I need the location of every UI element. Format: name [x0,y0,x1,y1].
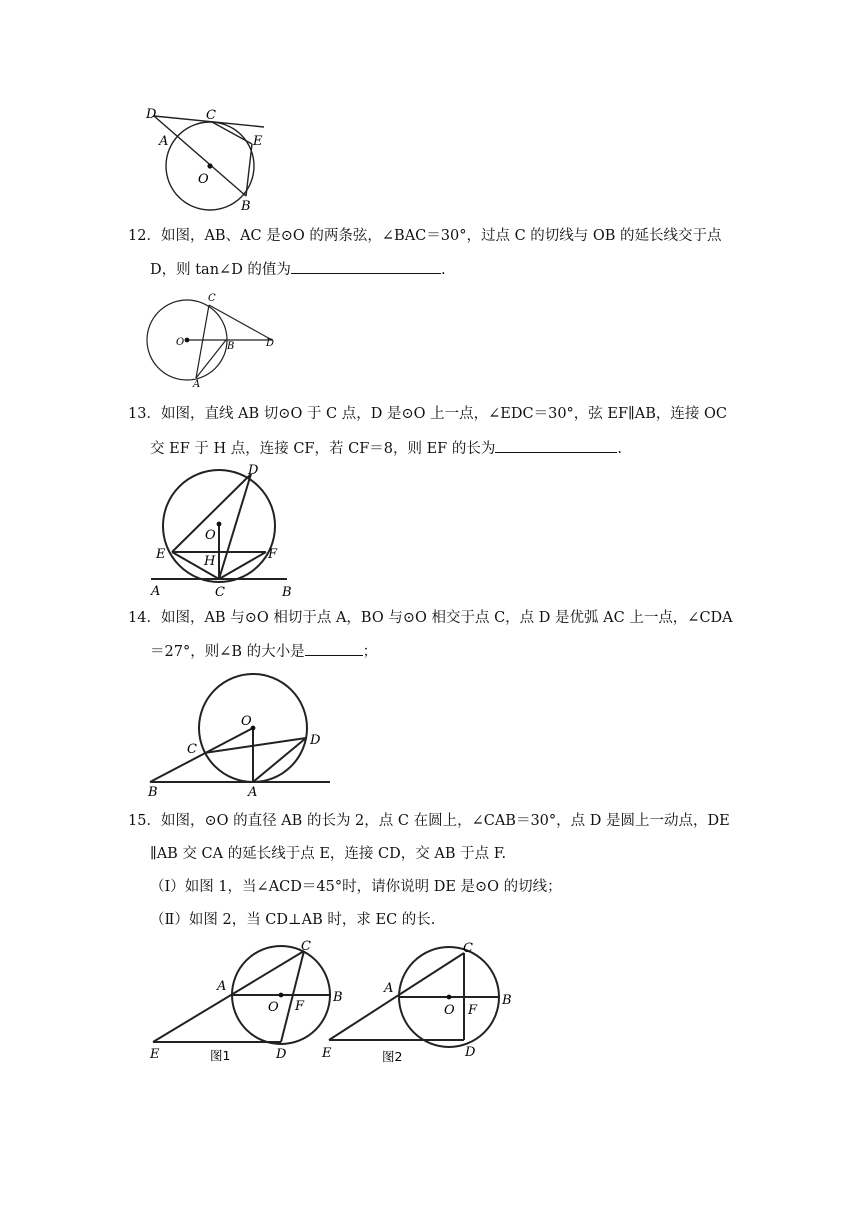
fig13-label: E [156,547,166,562]
q13-stem-cont: 交 EF 于 H 点，连接 CF，若 CF＝8，则 EF 的长为 [150,441,496,457]
question-number: 15． [128,813,161,829]
q13-stem: 如图，直线 AB 切⊙O 于 C 点，D 是⊙O 上一点，∠EDC＝30°，弦 EF∥AB，连接 OC [160,406,727,422]
fig11-label: E [253,134,263,149]
q12-stem-cont: D，则 tan∠D 的值为 [150,262,291,278]
q12-period: . [440,262,446,278]
q14-stem: 如图，AB 与⊙O 相切于点 A，BO 与⊙O 相交于点 C，点 D 是优弧 AC 上一点，∠CDA [160,610,733,626]
fig13-label: B [282,585,292,600]
fig12-label: C [208,293,216,304]
q15-line1 [128,811,730,831]
q12-line1 [128,226,722,246]
fig13-label: A [151,584,161,599]
q15-part2-text: （Ⅱ）如图 2，当 CD⊥AB 时，求 EC 的长. [150,912,436,928]
fig15-1-label: A [217,979,227,994]
fig12-label: B [227,341,235,352]
fig14-label: B [148,785,158,800]
fig11-label: O [198,172,209,187]
q15-part1 [150,877,562,897]
fig15-1-label: B [333,990,343,1005]
fig14-label: C [187,742,197,757]
fig11-label: D [146,107,157,122]
q13-period: . [617,441,622,457]
fig11-label: C [206,108,216,123]
figure-q15-2 [320,936,520,1071]
q14-stem-cont: ＝27°，则∠B 的大小是 [150,644,305,660]
fig12-label: D [266,338,275,349]
q14-line1 [128,608,733,628]
q13-line1 [128,404,727,424]
q14-semicolon: ； [362,644,378,660]
fig15-2-label: C [463,941,473,956]
fig15-1-label: C [301,939,311,954]
q15-stem: 如图，⊙O 的直径 AB 的长为 2，点 C 在圆上，∠CAB＝30°，点 D 是圆上一动点，DE [160,813,730,829]
answer-blank[interactable] [291,259,441,274]
fig15-1-label: O [268,1000,279,1015]
fig13-label: O [205,528,216,543]
figure-q13 [145,462,300,602]
figure-q12 [146,290,286,390]
fig13-label: H [204,554,216,569]
question-number: 13． [128,406,161,422]
fig12-label: O [176,337,185,348]
fig14-label: A [248,785,258,800]
q14-line2 [150,641,377,662]
fig11-label: B [241,199,251,214]
q15-stem-cont: ∥AB 交 CA 的延长线于点 E，连接 CD，交 AB 于点 F. [150,846,507,862]
question-number: 14． [128,610,161,626]
fig15-2-label: D [465,1045,476,1060]
fig14-label: O [241,714,252,729]
fig15-1-label: D [276,1047,287,1062]
fig15-2-label: B [502,993,512,1008]
q15-part2 [150,910,435,930]
figure-q14 [140,672,340,802]
fig11-label: A [159,134,169,149]
q13-line2 [150,438,622,459]
fig15-1-label: F [295,999,305,1014]
fig15-2-caption: 图2 [382,1049,403,1064]
fig13-label: C [215,585,225,600]
fig15-2-label: F [468,1003,478,1018]
answer-blank[interactable] [495,438,617,453]
figure-q11 [140,100,280,215]
fig15-1-caption: 图1 [210,1048,231,1063]
fig15-1-label: E [150,1047,160,1062]
fig15-2-label: O [444,1003,455,1018]
fig15-2-label: E [322,1046,332,1061]
fig13-label: D [248,463,259,478]
fig14-label: D [310,733,321,748]
fig12-label: A [193,379,201,390]
question-number: 12． [128,228,161,244]
q15-line2 [150,844,506,864]
q12-stem: 如图，AB、AC 是⊙O 的两条弦，∠BAC＝30°，过点 C 的切线与 OB 的延长线交于点 [160,228,722,244]
fig13-label: F [268,547,278,562]
q12-line2 [150,259,446,280]
fig15-2-label: A [384,981,394,996]
answer-blank[interactable] [305,641,363,656]
q15-part1-text: （Ⅰ）如图 1，当∠ACD＝45°时，请你说明 DE 是⊙O 的切线； [150,879,562,895]
